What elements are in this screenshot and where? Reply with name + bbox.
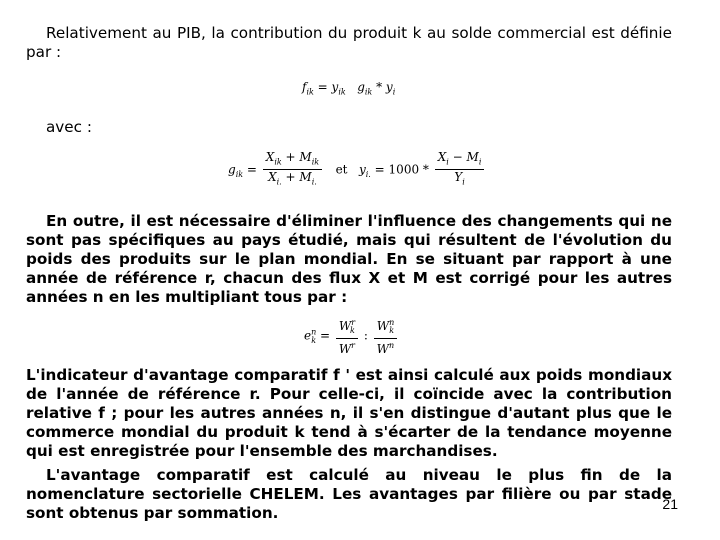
paragraph-correction: En outre, il est nécessaire d'éliminer l'influence des changements qui ne sont pas spécifiques au pays étudié, mais qui résultent de l'évolution du poids des produits sur le plan mondial. En se situant par rapport à une année de référence r, chacun des flux X et M est corrigé pour les autres années n en les multipliant tous par : [26,212,672,306]
intro-paragraph: Relativement au PIB, la contribution du produit k au solde commercial est définie par : [26,24,672,61]
formula-contribution: $f_{ik} = y_{ik}$ $g_{ik} * y_i$ [302,80,396,97]
fraction-w-r: $\frac{W^r_k}{W^r}$ [336,316,358,356]
fraction-w-n: $\frac{W^n_k}{W^n}$ [374,316,398,356]
formula-weights: $g_{ik}$ = $\frac{X_{ik} + M_{ik}}{X_{i.} + M_{i.}}$ et $y_{i.} = 1000$ * $\frac{X_i - M_i}{Y_i}$ [228,150,486,190]
formula-correction-factor: $e^n_k$ = $\frac{W^r_k}{W^r}$ : $\frac{W^n_k}{W^n}$ [304,316,399,356]
fraction-g: $\frac{X_{ik} + M_{ik}}{X_{i.} + M_{i.}}$ [263,150,322,190]
avec-label: avec : [46,118,92,136]
fraction-y: $\frac{X_i - M_i}{Y_i}$ [435,150,485,190]
paragraph-nomenclature: L'avantage comparatif est calculé au niveau le plus fin de la nomenclature sectorielle CHELEM. Les avantages par filière ou par stade sont obtenus par sommation. [26,466,672,522]
page-number: 21 [662,496,678,512]
paragraph-indicator: L'indicateur d'avantage comparatif f ' est ainsi calculé aux poids mondiaux de l'année de référence r. Pour celle-ci, il coïncide avec la contribution relative f ; pour les autres années n, il s'en distingue d'autant plus que le commerce mondial du produit k tend à s'écarter de la tendance moyenne qui est enregistrée pour l'ensemble des marchandises. [26,366,672,460]
